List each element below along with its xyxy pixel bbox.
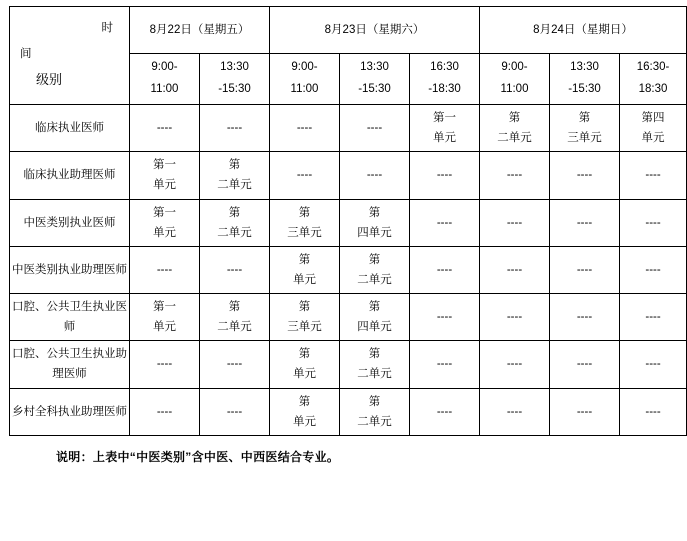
unit-line2: 二单元 (357, 368, 392, 381)
schedule-cell: ---- (480, 388, 550, 435)
unit-line2: 单元 (641, 132, 665, 145)
unit-line1: 第 (298, 301, 311, 313)
schedule-cell: ---- (270, 105, 340, 152)
table-row (10, 341, 687, 388)
time-slot-cell (550, 54, 620, 105)
unit-line2: 二单元 (217, 226, 252, 239)
row-header-label: 口腔、公共卫生执业助理医师 (10, 341, 130, 388)
schedule-cell: ---- (480, 199, 550, 246)
schedule-cell (270, 246, 340, 293)
schedule-cell (340, 199, 410, 246)
unit-line1: 第 (298, 348, 311, 361)
time-slot-line1: 9:00- (501, 61, 528, 74)
unit-line1: 第 (298, 206, 311, 219)
unit-line2: 二单元 (357, 273, 392, 286)
unit-line1: 第 (298, 395, 311, 408)
row-header-label: 中医类别执业医师 (10, 199, 130, 246)
time-slot-line1: 16:30- (636, 61, 670, 74)
schedule-cell: ---- (410, 246, 480, 293)
row-header-label: 口腔、公共卫生执业医师 (10, 294, 130, 341)
day-header-cell: 8月24日（星期日） (480, 7, 687, 54)
time-slot-line2: -15:30 (218, 83, 251, 95)
time-slot-line1: 9:00- (291, 61, 318, 74)
schedule-cell (340, 294, 410, 341)
time-slot-cell (620, 54, 687, 105)
corner-level-label: 级别 (36, 71, 63, 87)
schedule-cell: ---- (410, 388, 480, 435)
time-slot-line2: 18:30 (638, 83, 668, 95)
time-slot-line2: -18:30 (428, 83, 461, 95)
schedule-cell (480, 105, 550, 152)
unit-line1: 第一 (153, 206, 176, 219)
schedule-cell (130, 152, 200, 199)
unit-line2: 单元 (433, 132, 456, 145)
unit-line2: 三单元 (287, 321, 322, 334)
table-row (10, 199, 687, 246)
exam-schedule-table (9, 6, 687, 436)
schedule-cell: ---- (410, 199, 480, 246)
time-slot-line2: -15:30 (568, 83, 601, 95)
schedule-cell: ---- (200, 388, 270, 435)
schedule-cell: ---- (270, 152, 340, 199)
time-slot-cell (480, 54, 550, 105)
schedule-cell: ---- (550, 341, 620, 388)
time-slot-cell (340, 54, 410, 105)
schedule-cell: ---- (410, 152, 480, 199)
schedule-cell (200, 294, 270, 341)
schedule-cell: ---- (340, 105, 410, 152)
unit-line2: 单元 (153, 179, 176, 192)
schedule-cell: ---- (550, 152, 620, 199)
unit-line1: 第一 (433, 112, 456, 124)
unit-line1: 第 (298, 253, 311, 266)
corner-jian-label: 间 (20, 47, 32, 60)
table-row (10, 105, 687, 152)
schedule-cell (340, 246, 410, 293)
schedule-cell (340, 388, 410, 435)
day-header-cell: 8月22日（星期五） (130, 7, 270, 54)
schedule-cell: ---- (200, 341, 270, 388)
row-header-label: 临床执业医师 (10, 105, 130, 152)
time-slot-line2: -15:30 (358, 83, 391, 95)
table-row (10, 246, 687, 293)
corner-header-cell (10, 7, 130, 105)
schedule-cell (200, 152, 270, 199)
schedule-cell (410, 105, 480, 152)
schedule-cell (550, 105, 620, 152)
unit-line1: 第 (578, 112, 591, 124)
unit-line2: 单元 (293, 368, 316, 381)
time-slot-cell (270, 54, 340, 105)
row-header-label: 临床执业助理医师 (10, 152, 130, 199)
unit-line1: 第 (368, 395, 381, 408)
schedule-cell (270, 388, 340, 435)
unit-line2: 二单元 (357, 415, 392, 428)
schedule-cell (270, 341, 340, 388)
schedule-cell: ---- (550, 388, 620, 435)
unit-line1: 第 (368, 301, 381, 313)
unit-line1: 第 (228, 159, 241, 172)
schedule-cell: ---- (480, 341, 550, 388)
schedule-cell: ---- (480, 246, 550, 293)
unit-line2: 三单元 (567, 132, 602, 145)
time-slot-cell (130, 54, 200, 105)
row-header-label: 中医类别执业助理医师 (10, 246, 130, 293)
schedule-cell: ---- (480, 152, 550, 199)
schedule-cell: ---- (620, 152, 687, 199)
unit-line1: 第一 (153, 159, 176, 172)
unit-line1: 第 (228, 301, 241, 313)
schedule-cell: ---- (410, 341, 480, 388)
table-row (10, 294, 687, 341)
unit-line2: 单元 (293, 273, 316, 286)
time-slot-line2: 11:00 (290, 83, 319, 95)
schedule-cell (340, 341, 410, 388)
day-header-cell: 8月23日（星期六） (270, 7, 480, 54)
schedule-cell (270, 294, 340, 341)
unit-line1: 第 (228, 206, 241, 219)
time-slot-line2: 11:00 (150, 83, 179, 95)
time-slot-line2: 11:00 (500, 83, 529, 95)
schedule-cell: ---- (620, 199, 687, 246)
schedule-cell (200, 199, 270, 246)
unit-line2: 四单元 (357, 321, 392, 334)
schedule-cell: ---- (550, 246, 620, 293)
unit-line2: 二单元 (497, 132, 532, 145)
schedule-cell (130, 294, 200, 341)
unit-line2: 二单元 (217, 321, 252, 334)
schedule-cell: ---- (130, 388, 200, 435)
unit-line2: 三单元 (287, 226, 322, 239)
schedule-cell: ---- (620, 294, 687, 341)
schedule-cell: ---- (620, 388, 687, 435)
corner-time-label: 时 (101, 21, 113, 34)
time-slot-line1: 13:30 (220, 61, 249, 74)
unit-line1: 第 (508, 112, 521, 124)
row-header-label: 乡村全科执业助理医师 (10, 388, 130, 435)
unit-line1: 第 (368, 348, 381, 361)
unit-line1: 第 (368, 206, 381, 219)
unit-line1: 第一 (153, 301, 176, 313)
schedule-cell: ---- (620, 341, 687, 388)
schedule-cell: ---- (340, 152, 410, 199)
schedule-cell: ---- (200, 246, 270, 293)
unit-line2: 单元 (293, 415, 316, 428)
schedule-cell: ---- (410, 294, 480, 341)
table-header-days-row (10, 7, 687, 54)
schedule-cell (270, 199, 340, 246)
unit-line2: 单元 (153, 226, 176, 239)
schedule-cell (130, 199, 200, 246)
schedule-cell: ---- (200, 105, 270, 152)
unit-line2: 二单元 (217, 179, 252, 192)
schedule-cell: ---- (480, 294, 550, 341)
schedule-cell (620, 105, 687, 152)
unit-line2: 单元 (153, 321, 176, 334)
schedule-cell: ---- (130, 341, 200, 388)
time-slot-cell (410, 54, 480, 105)
schedule-cell: ---- (130, 105, 200, 152)
unit-line2: 四单元 (357, 226, 392, 239)
time-slot-line1: 9:00- (151, 61, 178, 74)
time-slot-cell (200, 54, 270, 105)
table-row (10, 152, 687, 199)
schedule-cell: ---- (550, 199, 620, 246)
time-slot-line1: 16:30 (430, 61, 459, 74)
time-slot-line1: 13:30 (360, 61, 389, 74)
schedule-cell: ---- (550, 294, 620, 341)
table-note: 说明：上表中“中医类别”含中医、中西医结合专业。 (56, 449, 340, 464)
time-slot-line1: 13:30 (570, 61, 599, 74)
schedule-cell: ---- (620, 246, 687, 293)
unit-line1: 第四 (641, 112, 665, 124)
table-row (10, 388, 687, 435)
unit-line1: 第 (368, 253, 381, 266)
schedule-cell: ---- (130, 246, 200, 293)
exam-schedule-page (0, 6, 687, 541)
